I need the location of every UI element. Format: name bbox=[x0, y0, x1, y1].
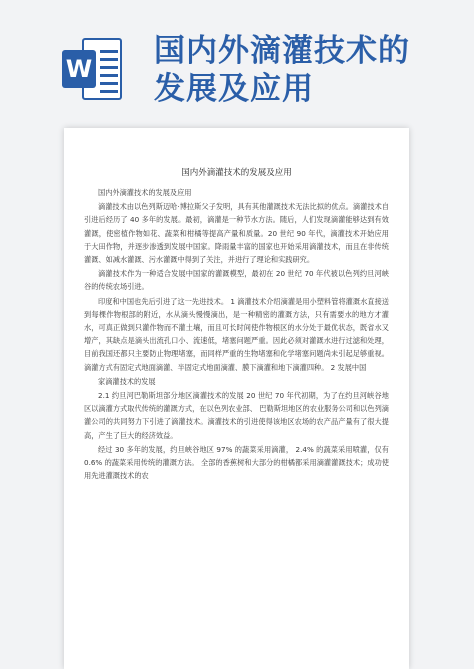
word-badge: W bbox=[62, 50, 96, 88]
paragraph: 滴灌技术作为一种适合发展中国家的灌溉模型，最初在 20 世纪 70 年代被以色列约旦河峡谷的传统农场引进。 bbox=[84, 269, 389, 292]
word-document-icon bbox=[62, 36, 124, 102]
document-page bbox=[64, 128, 409, 669]
section-heading: 家滴灌技术的发展 bbox=[98, 376, 156, 386]
banner-title bbox=[154, 32, 454, 108]
banner-title-line1: 国内外滴灌技术的 bbox=[154, 33, 410, 69]
header-banner bbox=[0, 0, 474, 128]
paragraph-heading: 国内外滴灌技术的发展及应用 bbox=[98, 188, 192, 197]
document-title: 国内外滴灌技术的发展及应用 bbox=[181, 168, 292, 178]
paragraph: 2.1 约旦河巴勒斯坦部分地区滴灌技术的发展 20 世纪 70 年代初期，为了在约旦河峡谷地区以滴灌方式取代传统的灌溉方式，在以色列农业部、 巴勒斯坦地区的农业服务公司和以色列滴灌公司的共同努力下引进了滴灌技术。滴灌技术的引进使得该地区农场的农产品产量有了很大提高，产生了巨大的经济效益。 bbox=[84, 391, 389, 440]
banner-title-line2: 发展及应用 bbox=[154, 71, 314, 107]
document-body bbox=[84, 186, 389, 483]
paragraph: 印度和中国也先后引进了这一先进技术。 1 滴灌技术介绍滴灌是用小塑料管将灌溉水直接送到每棵作物根部的附近，水从滴头慢慢滴出，是一种精密的灌溉方法，只有需要水的地方才灌水，可真正做到只灌作物而不灌土壤，而且可长时间使作物根区的水分处于最优状态，既省水又增产，其缺点是滴头出流孔口小、流速低，堵塞问题严重。因此必须对灌溉水进行过滤和处理，目前我国还都只主要防止物理堵塞，而同样严重的生物堵塞和化学堵塞问题尚未引起足够重视。滴灌方式有固定式地面滴灌、半固定式地面滴灌、膜下滴灌和地下滴灌四种。 2 发展中国 bbox=[84, 296, 389, 372]
paragraph: 滴灌技术由以色列斯迈哈·博拉斯父子发明，具有其他灌溉技术无法比拟的优点。滴灌技术自引进后经历了 40 多年的发展。最初，滴灌是一种节水方法。随后，人们发现滴灌能够达到有效灌溉，使密植作物如花、蔬菜和柑橘等提高产量和质量。20 世纪 90 年代，滴灌技术开始应用于大田作物，并逐步渗透到发展中国家。降雨量丰富的国家也开始采用滴灌技术，而且在非传统灌溉、如减水灌溉、污水灌溉中得到了关注，并进行了理论和实践研究。 bbox=[84, 202, 389, 265]
paragraph: 经过 30 多年的发展，约旦峡谷地区 97% 的蔬菜采用滴灌， 2.4% 的蔬菜采用喷灌，仅有 0.6% 的蔬菜采用传统的灌溉方法。 全部的香蕉树和大部分的柑橘都采用滴灌灌溉技术；成功使用先进灌溉技术的农 bbox=[84, 444, 389, 481]
